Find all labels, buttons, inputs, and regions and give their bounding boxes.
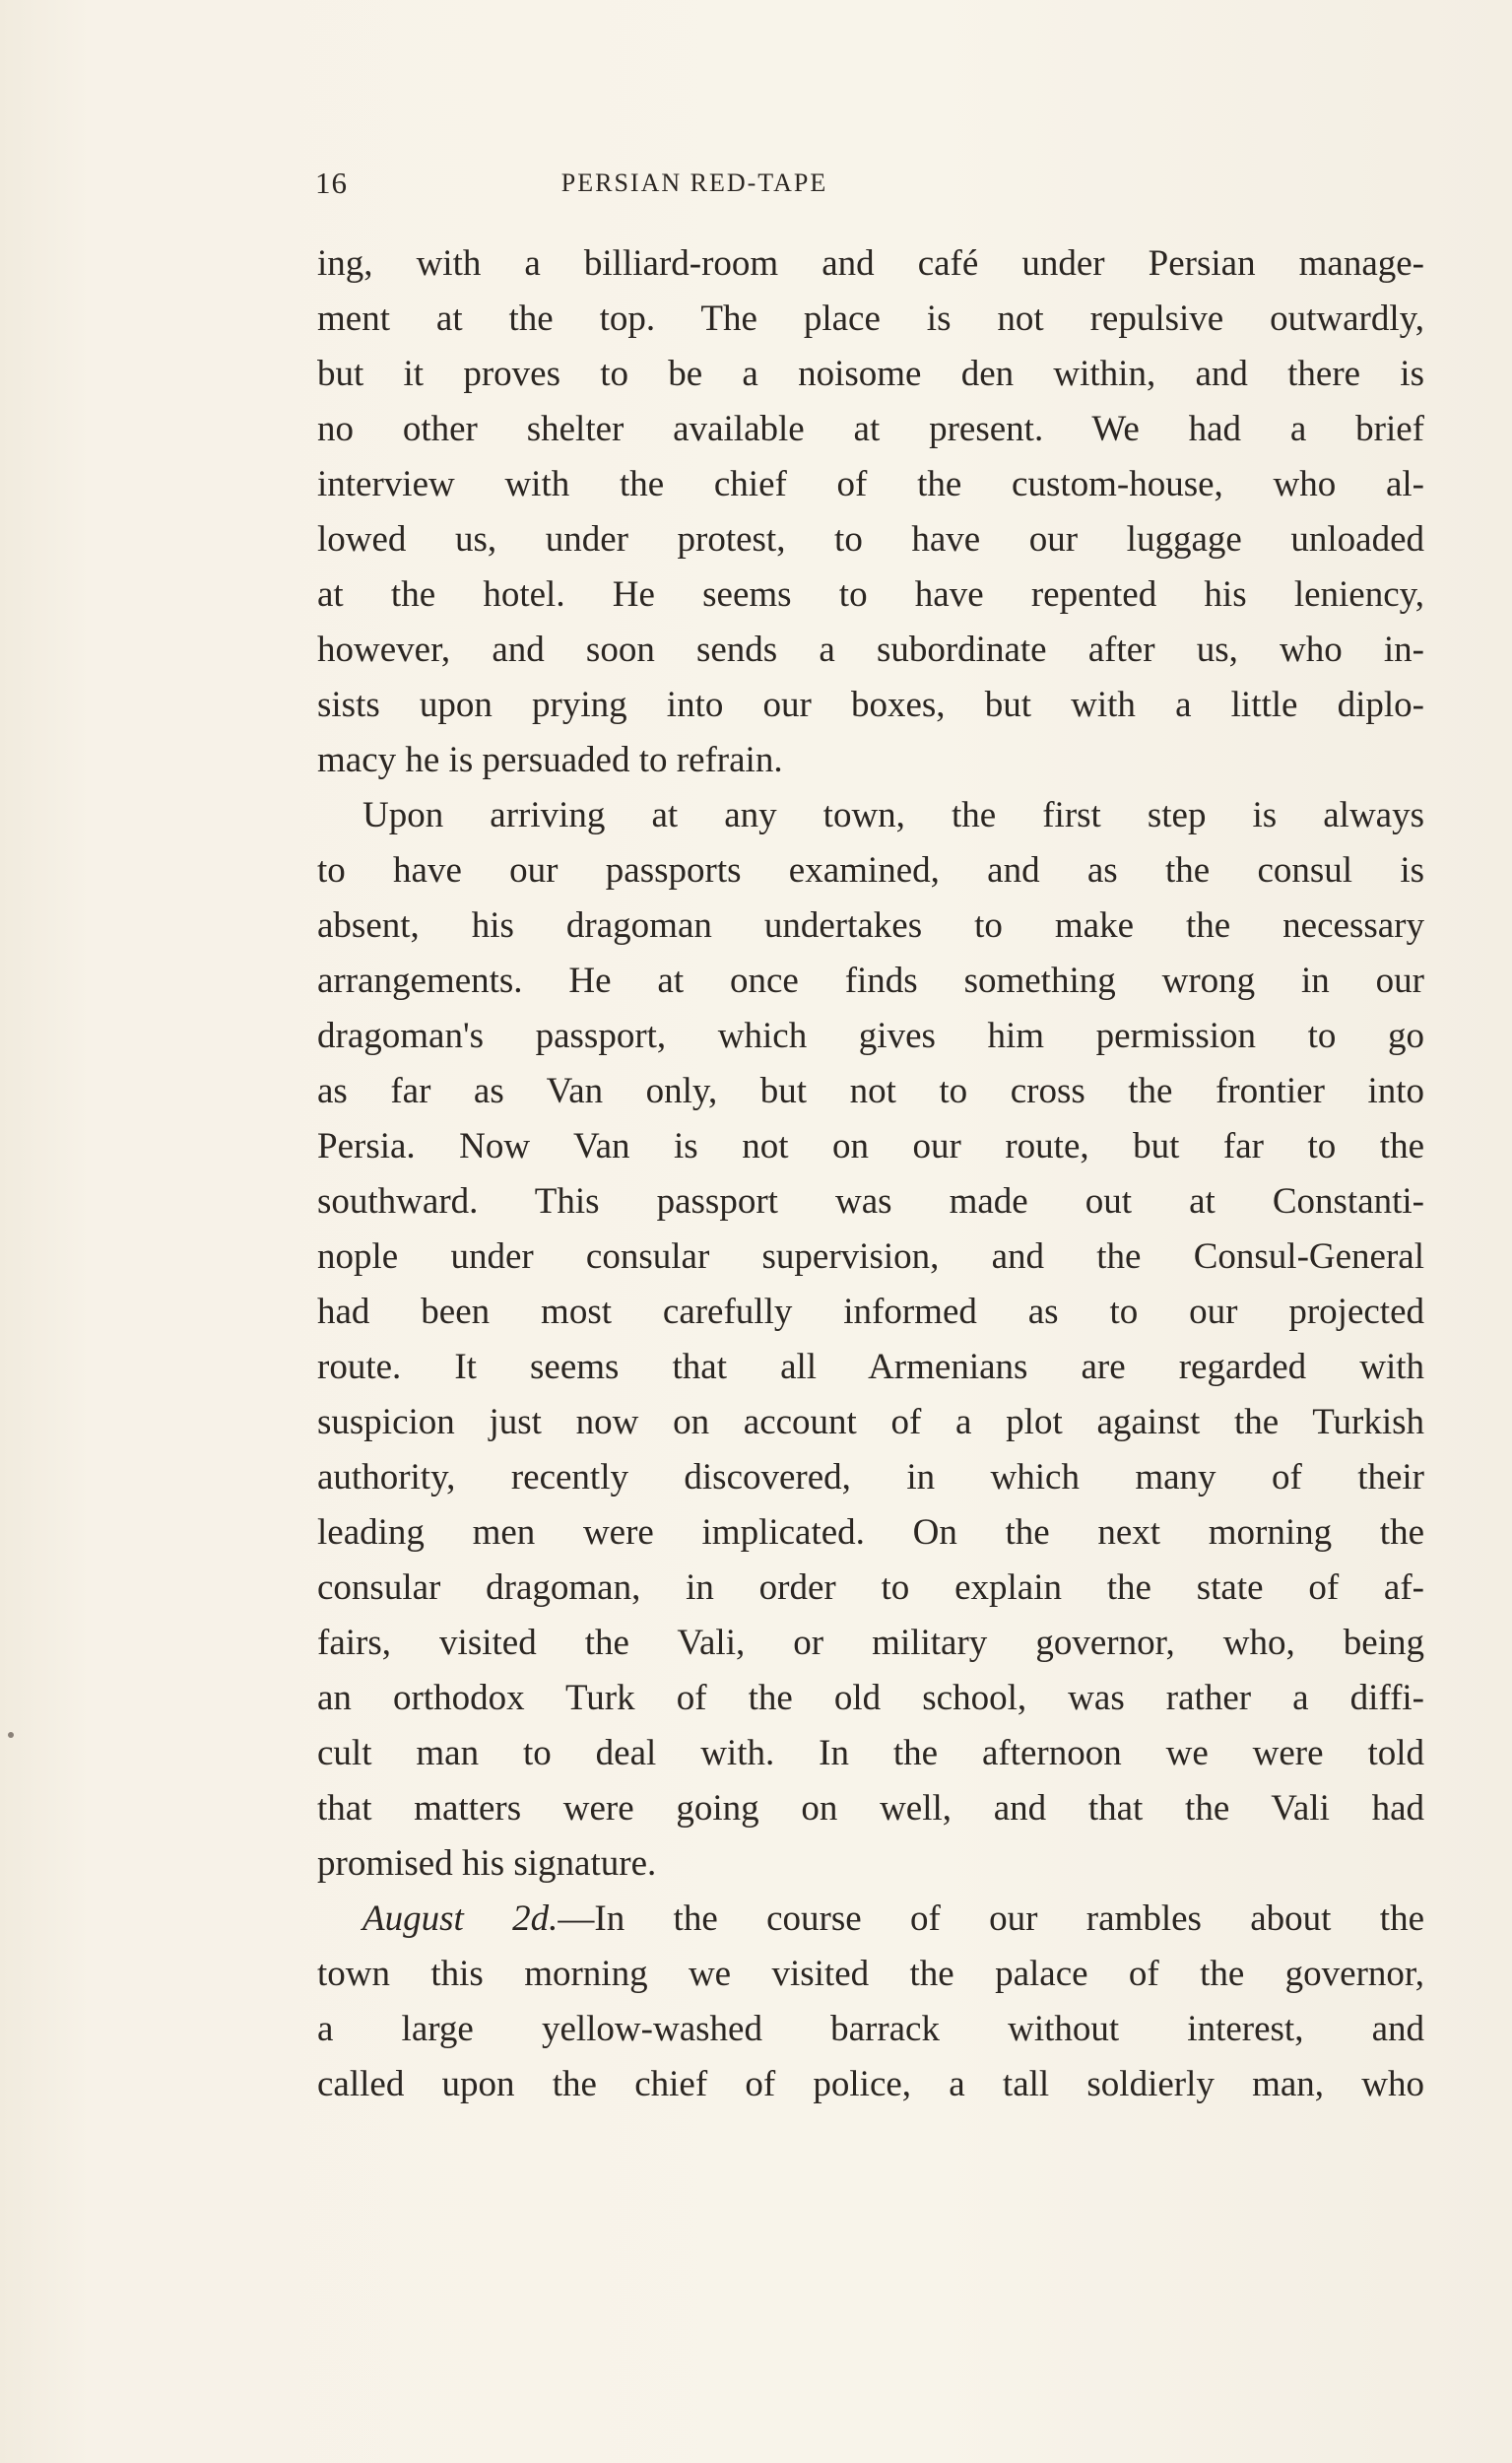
body-text — [317, 236, 1424, 2112]
text-line: route. It seems that all Armenians are regarded with — [317, 1347, 1424, 1387]
text-line: no other shelter available at present. We had a brief — [317, 409, 1424, 449]
text-line: interview with the chief of the custom-house, who al- — [317, 464, 1424, 504]
text-line: called upon the chief of police, a tall soldierly man, who — [317, 2064, 1424, 2104]
dated-entry-first-line — [317, 1892, 1424, 1947]
text-line: sists upon prying into our boxes, but with a little diplo- — [317, 685, 1424, 725]
text-line: fairs, visited the Vali, or military governor, who, being — [317, 1623, 1424, 1663]
text-line: dragoman's passport, which gives him permission to go — [317, 1016, 1424, 1056]
text-line: a large yellow-washed barrack without interest, and — [317, 2009, 1424, 2049]
text-line: southward. This passport was made out at Constanti- — [317, 1181, 1424, 1222]
text-line: leading men were implicated. On the next morning the — [317, 1512, 1424, 1553]
paragraph-end-line: macy he is persuaded to refrain. — [317, 740, 783, 780]
text-line: an orthodox Turk of the old school, was rather a diffi- — [317, 1678, 1424, 1718]
text-line: at the hotel. He seems to have repented his leniency, — [317, 574, 1424, 615]
text-line: consular dragoman, in order to explain the state of af- — [317, 1567, 1424, 1608]
text-line: ment at the top. The place is not repulsive outwardly, — [317, 299, 1424, 339]
text-line: as far as Van only, but not to cross the frontier into — [317, 1071, 1424, 1111]
text-line: that matters were going on well, and that the Vali had — [317, 1788, 1424, 1829]
page-number: 16 — [315, 166, 348, 200]
paragraph-start-line: Upon arriving at any town, the first step is always — [362, 795, 1424, 835]
text-line: lowed us, under protest, to have our luggage unloaded — [317, 519, 1424, 560]
text-line: had been most carefully informed as to our projected — [317, 1292, 1424, 1332]
entry-date: August 2d. — [362, 1898, 559, 1939]
text-line: nople under consular supervision, and the Consul-General — [317, 1236, 1424, 1277]
text-line: Persia. Now Van is not on our route, but far to the — [317, 1126, 1424, 1166]
paragraph-end-line: promised his signature. — [317, 1843, 657, 1884]
text-line: cult man to deal with. In the afternoon we were told — [317, 1733, 1424, 1773]
running-title: PERSIAN RED-TAPE — [560, 168, 828, 197]
page-header — [315, 166, 1034, 205]
text-line: however, and soon sends a subordinate after us, who in- — [317, 630, 1424, 670]
text-line: suspicion just now on account of a plot against the Turkish — [317, 1402, 1424, 1442]
text-line: absent, his dragoman undertakes to make the necessary — [317, 905, 1424, 946]
text-line: but it proves to be a noisome den within, and there is — [317, 354, 1424, 394]
text-line: town this morning we visited the palace of the governor, — [317, 1954, 1424, 1994]
entry-text: —In the course of our rambles about the — [558, 1898, 1424, 1939]
text-line: arrangements. He at once finds something wrong in our — [317, 961, 1424, 1001]
text-line: to have our passports examined, and as the consul is — [317, 850, 1424, 891]
text-line: ing, with a billiard-room and café under Persian manage- — [317, 243, 1424, 284]
paper-speck — [8, 1732, 14, 1738]
text-line: authority, recently discovered, in which many of their — [317, 1457, 1424, 1498]
